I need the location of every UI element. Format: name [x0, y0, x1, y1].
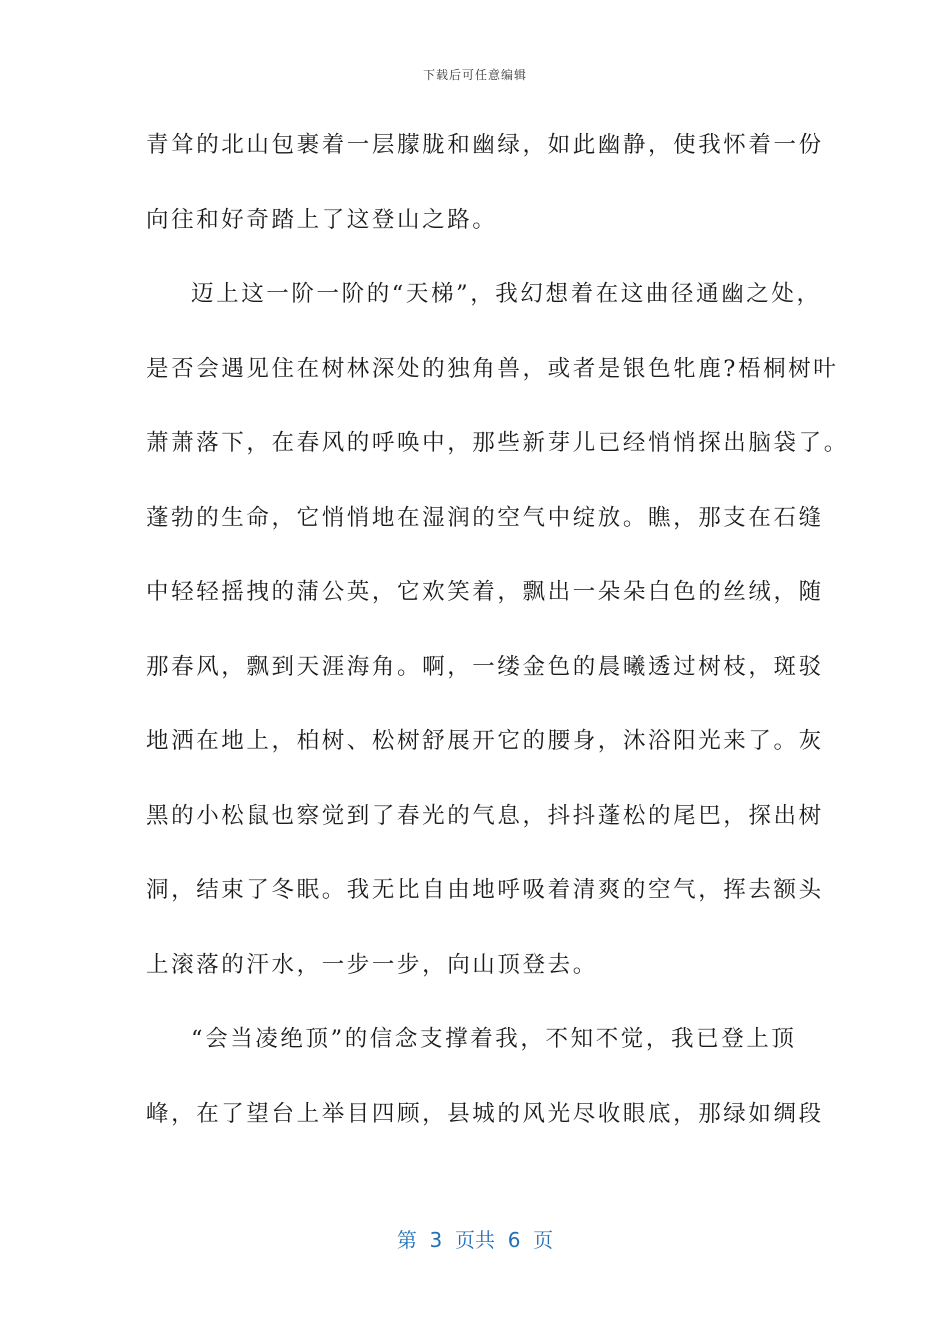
paragraph-line: 地洒在地上，柏树、松树舒展开它的腰身，沐浴阳光来了。灰: [146, 728, 824, 754]
paragraph-line: 迈上这一阶一阶的“天梯”，我幻想着在这曲径通幽之处，: [191, 281, 822, 307]
paragraph-line: 洞，结束了冬眠。我无比自由地呼吸着清爽的空气，挥去额头: [146, 877, 824, 903]
paragraph-line: 黑的小松鼠也察觉到了春光的气息，抖抖蓬松的尾巴，探出树: [146, 802, 824, 829]
document-body: [146, 124, 849, 1167]
paragraph-line: 是否会遇见住在树林深处的独角兽，或者是银色牝鹿?梧桐树叶: [146, 355, 839, 382]
paragraph-line: 蓬勃的生命，它悄悄地在湿润的空气中绽放。瞧，那支在石缝: [146, 504, 824, 531]
paragraph-line: 峰，在了望台上举目四顾，县城的风光尽收眼底，那绿如绸段: [146, 1100, 824, 1127]
page-header: 下载后可任意编辑: [422, 68, 527, 82]
paragraph-line: “会当凌绝顶”的信念支撑着我，不知不觉，我已登上顶: [191, 1026, 797, 1052]
paragraph-line: 向往和好奇踏上了这登山之路。: [146, 206, 498, 233]
page-number-footer: 第 3 页共 6 页: [396, 1228, 554, 1252]
paragraph-line: 萧萧落下，在春风的呼唤中，那些新芽儿已经悄悄探出脑袋了。: [146, 430, 849, 456]
paragraph-line: 上滚落的汗水，一步一步，向山顶登去。: [146, 951, 598, 978]
paragraph-line: 那春风，飘到天涯海角。啊，一缕金色的晨曦透过树枝，斑驳: [146, 653, 824, 680]
paragraph-line: 青耸的北山包裹着一层朦胧和幽绿，如此幽静，使我怀着一份: [146, 132, 824, 158]
paragraph-line: 中轻轻摇拽的蒲公英，它欢笑着，飘出一朵朵白色的丝绒，随: [146, 579, 824, 605]
